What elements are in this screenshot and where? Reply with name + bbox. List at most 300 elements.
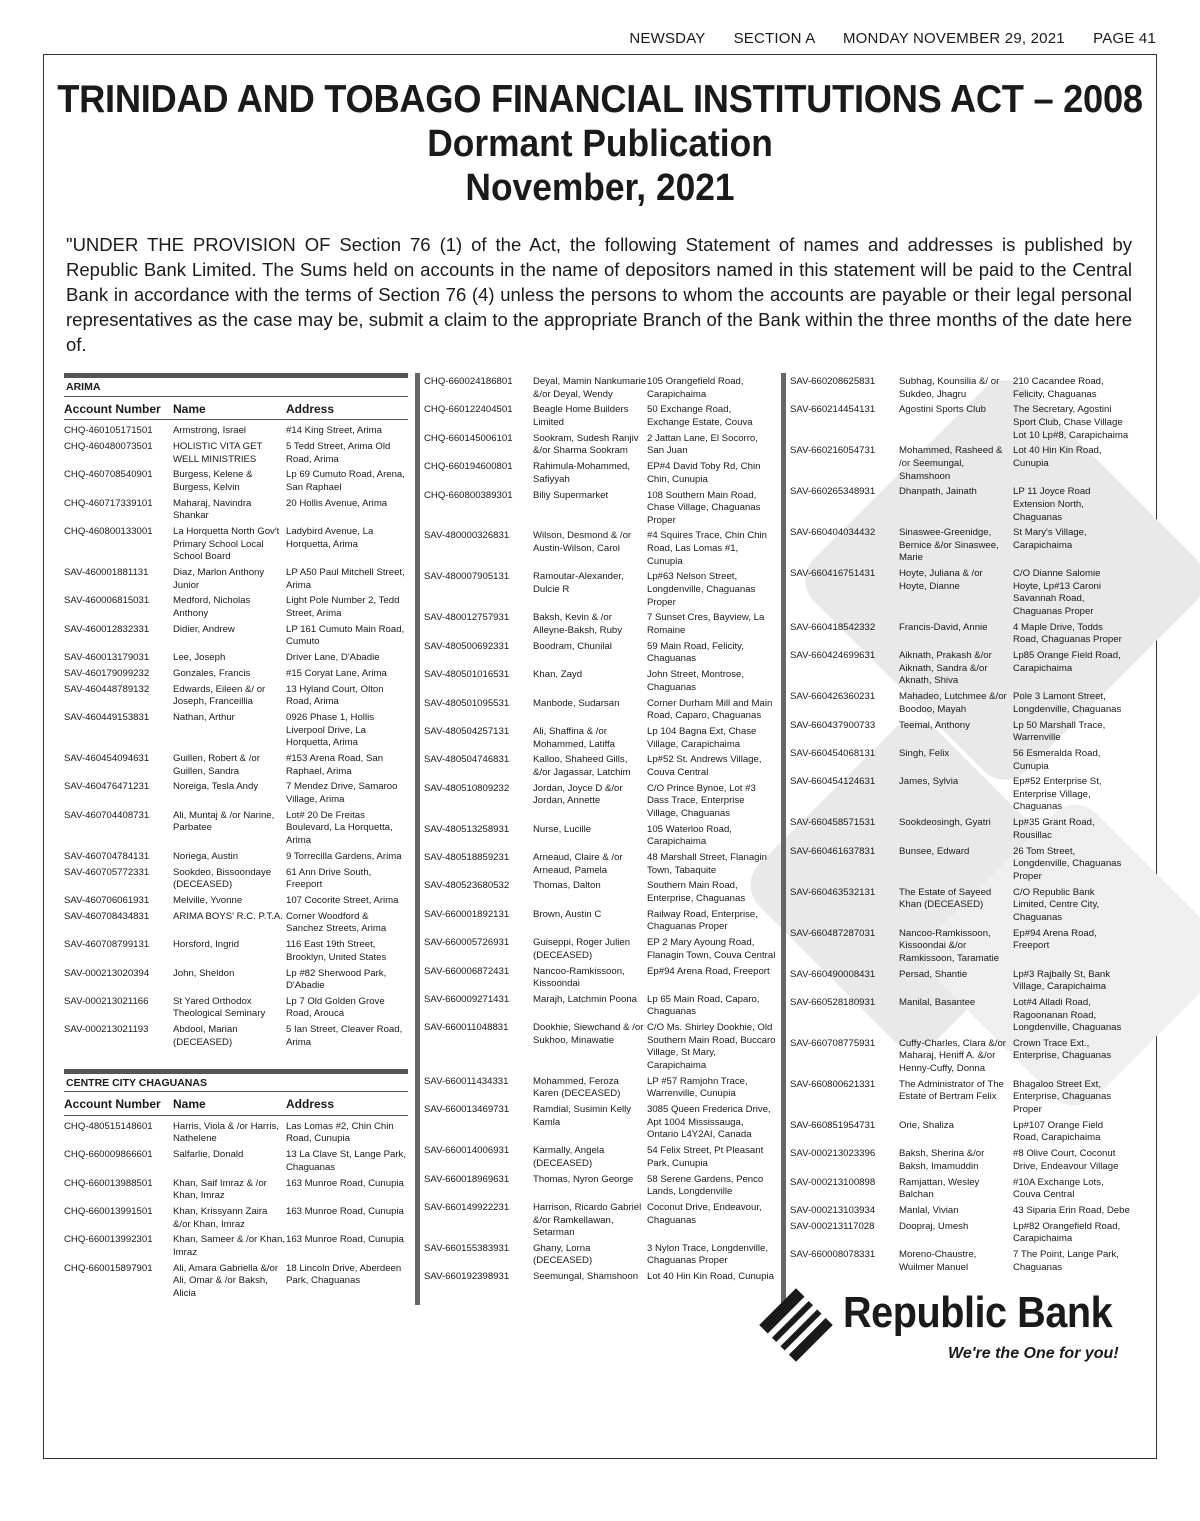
- column-divider: [415, 373, 420, 1305]
- account-name: Cuffy-Charles, Clara &/or Maharaj, Heniff A. &/or Henny-Cuffy, Donna: [899, 1037, 1006, 1075]
- account-name: Ali, Amara Gabriella &/or Ali, Omar & /or Baksh, Alicia: [173, 1262, 279, 1299]
- account-address: 107 Cocorite Street, Arima: [286, 894, 399, 906]
- table-row: [64, 684, 408, 712]
- table-row: [64, 911, 408, 939]
- account-number: SAV-460179099232: [64, 667, 150, 679]
- chaguanas-table: [64, 1121, 408, 1304]
- account-address: 105 Orangefield Road, Carapichaima: [647, 376, 744, 400]
- table-row: [424, 937, 776, 965]
- account-name: Deyal, Mamin Nankumarie &/or Deyal, Wendy: [533, 376, 647, 400]
- account-address: #15 Coryat Lane, Arima: [286, 667, 387, 679]
- account-name: Diaz, Marlon Anthony Junior: [173, 567, 265, 591]
- account-number: SAV-660454124631: [790, 776, 876, 788]
- account-name: Singh, Felix: [899, 747, 950, 759]
- account-address: 7 Mendez Drive, Samaroo Village, Arima: [286, 781, 398, 806]
- account-name: Khan, Saif Imraz & /or Khan, Imraz: [173, 1177, 267, 1202]
- account-name: Boodram, Chunilal: [533, 640, 612, 652]
- account-number: SAV-480504746831: [424, 754, 510, 766]
- account-number: SAV-000213117028: [790, 1220, 875, 1232]
- account-number: CHQ-660013991501: [64, 1205, 153, 1217]
- account-address: 0926 Phase 1, Hollis Liverpool Drive, La Horquetta, Arima: [286, 712, 374, 749]
- account-number: SAV-660404034432: [790, 527, 876, 539]
- column-divider: [781, 373, 786, 1305]
- table-row: [424, 1145, 776, 1173]
- table-row: [64, 781, 408, 809]
- table-row: [64, 968, 408, 996]
- account-address: 2 Jattan Lane, El Socorro, San Juan: [647, 432, 758, 457]
- account-name: Abdool, Marian (DECEASED): [173, 1024, 238, 1048]
- account-address: Lp#3 Rajbally St, Bank Village, Carapichaima: [1013, 968, 1111, 993]
- account-name: Rahimula-Mohammed, Safiyyah: [533, 461, 631, 485]
- account-number: SAV-660424699631: [790, 650, 876, 662]
- account-address: 163 Munroe Road, Cunupia: [286, 1234, 404, 1246]
- account-name: Bunsee, Edward: [899, 845, 970, 857]
- table-row: [790, 887, 1130, 928]
- account-address: #153 Arena Road, San Raphael, Arima: [286, 753, 384, 777]
- account-address: LP 161 Cumuto Main Road, Cumuto: [286, 623, 405, 648]
- account-address: Lp#107 Orange Field Road, Carapichaima: [1013, 1119, 1104, 1144]
- account-number: SAV-660528180931: [790, 996, 876, 1008]
- table-row: [424, 1076, 776, 1104]
- account-name: Agostini Sports Club: [899, 404, 986, 416]
- account-number: CHQ-460105171501: [64, 425, 153, 437]
- account-address: Lot 40 Hin Kin Road, Cunupia: [1013, 445, 1102, 469]
- table-row: [790, 928, 1130, 969]
- table-row: [424, 404, 776, 432]
- table-row: [790, 1177, 1130, 1205]
- account-name: Subhag, Kounsilia &/ or Sukdeo, Jhagru: [899, 376, 1000, 400]
- table-row: [64, 595, 408, 623]
- table-row: [790, 748, 1130, 776]
- account-name: Mohammed, Feroza Karen (DECEASED): [533, 1075, 621, 1100]
- account-address: John Street, Montrose, Chaguanas: [647, 669, 745, 693]
- account-name: Manbode, Sudarsan: [533, 697, 620, 709]
- account-number: CHQ-660013988501: [64, 1177, 153, 1189]
- account-name: Melville, Yvonne: [173, 894, 243, 906]
- account-address: Ep#94 Arena Road, Freeport: [1013, 927, 1097, 952]
- account-address: 9 Torrecilla Gardens, Arima: [286, 850, 402, 862]
- account-number: SAV-660461637831: [790, 845, 876, 857]
- table-row: [424, 852, 776, 880]
- table-row: [790, 486, 1130, 527]
- account-address: St Mary's Village, Carapichaima: [1013, 527, 1087, 551]
- account-number: SAV-460454094631: [64, 753, 150, 765]
- table-row: [790, 376, 1130, 404]
- account-name: Ali, Muntaj & /or Narine, Parbatee: [173, 809, 275, 834]
- logo-wordmark: Republic Bank: [843, 1288, 1113, 1337]
- account-number: SAV-660708775931: [790, 1037, 876, 1049]
- table-row: [790, 404, 1130, 445]
- account-name: Noreiga, Tesla Andy: [173, 781, 259, 793]
- account-number: SAV-660014006931: [424, 1145, 510, 1157]
- account-address: 50 Exchange Road, Exchange Estate, Couva: [647, 404, 753, 428]
- account-name: Ramjattan, Wesley Balchan: [899, 1176, 980, 1201]
- account-address: The Secretary, Agostini Sport Club, Chase Village Lot 10 Lp#8, Carapichaima: [1013, 404, 1129, 441]
- table-row: [424, 880, 776, 908]
- account-address: Ladybird Avenue, La Horquetta, Arima: [286, 526, 374, 550]
- account-number: SAV-460006815031: [64, 595, 150, 607]
- header-name: Name: [173, 401, 206, 416]
- account-number: SAV-660458571531: [790, 817, 876, 829]
- table-row: [64, 567, 408, 595]
- table-row: [424, 1104, 776, 1145]
- account-number: SAV-480007905131: [424, 571, 510, 583]
- account-address: 13 La Clave St, Lange Park, Chaguanas: [286, 1149, 406, 1173]
- account-number: SAV-660011434331: [424, 1075, 509, 1087]
- account-name: Thomas, Nyron George: [533, 1173, 634, 1185]
- account-name: Wilson, Desmond & /or Austin-Wilson, Carol: [533, 530, 632, 555]
- account-address: 163 Munroe Road, Cunupia: [286, 1177, 404, 1189]
- account-number: SAV-660265348931: [790, 486, 876, 498]
- issue-date: MONDAY NOVEMBER 29, 2021: [842, 30, 1065, 47]
- account-name: The Estate of Sayeed Khan (DECEASED): [899, 886, 992, 911]
- account-name: Maharaj, Navindra Shankar: [173, 497, 252, 522]
- account-address: Lot# 20 De Freitas Boulevard, La Horquetta, Arima: [286, 809, 393, 847]
- table-row: [64, 1234, 408, 1262]
- table-row: [424, 994, 776, 1022]
- table-row: [790, 1205, 1130, 1221]
- table-row: [790, 445, 1130, 486]
- account-number: SAV-000213103934: [790, 1204, 876, 1216]
- account-name: Didier, Andrew: [173, 623, 235, 635]
- account-number: CHQ-660009866601: [64, 1149, 153, 1161]
- account-number: SAV-660437900733: [790, 719, 876, 731]
- account-name: Sookram, Sudesh Ranjiv &/or Sharma Sookram: [533, 432, 639, 457]
- account-name: Baksh, Sherina &/or Baksh, Imamuddin: [899, 1148, 985, 1172]
- account-address: Lp#82 Orangefield Road, Carapichaima: [1013, 1220, 1121, 1245]
- account-address: LP A50 Paul Mitchell Street, Arima: [286, 567, 405, 591]
- account-address: 108 Southern Main Road, Chase Village, Chaguanas Proper: [647, 489, 761, 526]
- account-address: 4 Maple Drive, Todds Road, Chaguanas Proper: [1013, 621, 1122, 646]
- table-row: [64, 1121, 408, 1149]
- account-number: SAV-660214454131: [790, 404, 876, 416]
- account-number: SAV-660011048831: [424, 1022, 509, 1034]
- account-number: SAV-660418542332: [790, 621, 876, 633]
- account-address: 54 Felix Street, Pt Pleasant Park, Cunupia: [647, 1145, 764, 1169]
- table-row: [790, 650, 1130, 691]
- account-address: 48 Marshall Street, Flanagin Town, Tabaquite: [647, 852, 767, 876]
- account-name: Thomas, Dalton: [533, 880, 601, 892]
- arima-table: [64, 425, 408, 1052]
- account-number: CHQ-660145006101: [424, 432, 513, 444]
- column-3-table: [790, 376, 1130, 1277]
- page-header: [605, 30, 1156, 47]
- account-name: Aiknath, Prakash &/or Aiknath, Sandra &/or Aknath, Shiva: [899, 650, 992, 687]
- table-row: [424, 571, 776, 612]
- account-number: SAV-480500692331: [424, 640, 510, 652]
- account-address: 105 Waterloo Road, Carapichaima: [647, 823, 732, 848]
- account-number: SAV-660005726931: [424, 937, 510, 949]
- account-name: Kalloo, Shaheed Gills, &/or Jagassar, Latchim: [533, 754, 631, 778]
- table-row: [424, 824, 776, 852]
- account-address: Lp 7 Old Golden Grove Road, Arouca: [286, 995, 385, 1020]
- account-number: SAV-000213020394: [64, 967, 150, 979]
- account-address: Ep#52 Enterprise St, Enterprise Village, Chaguanas: [1013, 776, 1102, 813]
- account-name: Khan, Krissyann Zaira &/or Khan, Imraz: [173, 1205, 268, 1230]
- account-name: Ramdial, Susimin Kelly Kamla: [533, 1104, 632, 1128]
- account-name: Guillen, Robert & /or Guillen, Sandra: [173, 753, 260, 777]
- account-address: Railway Road, Enterprise, Chaguanas Proper: [647, 908, 758, 933]
- account-name: Beagle Home Builders Limited: [533, 404, 629, 428]
- account-name: Marajh, Latchmin Poona: [533, 993, 637, 1005]
- table-row: [64, 753, 408, 781]
- account-name: Lee, Joseph: [173, 652, 226, 664]
- account-number: SAV-660013469731: [424, 1104, 510, 1116]
- account-number: SAV-480523680532: [424, 880, 510, 892]
- header-address: Address: [286, 1097, 335, 1112]
- account-name: Hoyte, Juliana & /or Hoyte, Dianne: [899, 568, 983, 592]
- account-number: CHQ-480515148601: [64, 1120, 153, 1132]
- section-title-chaguanas: CENTRE CITY CHAGUANAS: [64, 1069, 408, 1093]
- table-row: [424, 1243, 776, 1271]
- account-number: SAV-480012757931: [424, 612, 510, 624]
- account-number: SAV-660155383931: [424, 1242, 510, 1254]
- account-address: 116 East 19th Street, Brooklyn, United States: [286, 939, 387, 963]
- account-name: Moreno-Chaustre, Wuilmer Manuel: [899, 1249, 977, 1273]
- table-row: [64, 1178, 408, 1206]
- account-number: SAV-660426360231: [790, 691, 876, 703]
- header-account: Account Number: [64, 1097, 161, 1112]
- account-name: Noriega, Austin: [173, 850, 239, 862]
- table-row: [790, 720, 1130, 748]
- table-row: [424, 376, 776, 404]
- account-name: Edwards, Eileen &/ or Joseph, Franceillia: [173, 683, 266, 708]
- table-row: [64, 867, 408, 895]
- account-number: SAV-660009271431: [424, 993, 510, 1005]
- account-name: La Horquetta North Gov't Primary School Local School Board: [173, 526, 280, 563]
- account-address: #4 Squires Trace, Chin Chin Road, Las Lomas #1, Cunupia: [647, 530, 767, 567]
- table-row: [424, 754, 776, 782]
- account-number: SAV-460013179031: [64, 652, 150, 664]
- republic-bank-logo: [756, 1285, 1136, 1415]
- account-name: Seemungal, Shamshoon: [533, 1271, 639, 1283]
- table-row: [790, 691, 1130, 719]
- account-name: Khan, Zayd: [533, 669, 583, 681]
- account-number: CHQ-460800133001: [64, 526, 153, 538]
- account-number: SAV-660490008431: [790, 968, 876, 980]
- account-name: Mohammed, Rasheed & /or Seemungal, Shamshoon: [899, 445, 1003, 482]
- account-address: #8 Olive Court, Coconut Drive, Endeavour Village: [1013, 1148, 1119, 1172]
- title-line-2: Dormant Publication: [427, 123, 773, 165]
- account-address: Lp 69 Cumuto Road, Arena, San Raphael: [286, 469, 405, 493]
- account-address: EP#4 David Toby Rd, Chin Chin, Cunupia: [647, 461, 761, 485]
- table-row: [424, 530, 776, 571]
- account-number: SAV-480510809232: [424, 782, 510, 794]
- account-name: Burgess, Kelene & Burgess, Kelvin: [173, 469, 253, 493]
- account-address: Southern Main Road, Enterprise, Chaguanas: [647, 880, 746, 904]
- table-row: [64, 1149, 408, 1177]
- account-address: C/O Ms. Shirley Dookhie, Old Southern Main Road, Buccaro Village, St Mary, Carapichaima: [647, 1022, 776, 1072]
- table-row: [64, 939, 408, 967]
- table-row: [64, 996, 408, 1024]
- account-number: CHQ-660013992301: [64, 1234, 153, 1246]
- account-name: Mahadeo, Lutchmee &/or Boodoo, Mayah: [899, 691, 1007, 715]
- table-row: [64, 895, 408, 911]
- table-row: [64, 810, 408, 851]
- intro-paragraph: "UNDER THE PROVISION OF Section 76 (1) of the Act, the following Statement of names and addresses is published by Republic Bank Limited. The Sums held on accounts in the name of depositors named in this statement will be paid to the Central Bank in accordance with the terms of Section 76 (4) unless the persons to whom the accounts are payable or their legal personal representatives as the case may be, submit a claim to the appropriate Branch of the Bank within the three months of the date here of.: [66, 234, 1132, 355]
- table-row: [64, 1263, 408, 1304]
- account-name: Horsford, Ingrid: [173, 939, 240, 951]
- table-row: [424, 698, 776, 726]
- account-name: Karmally, Angela (DECEASED): [533, 1145, 605, 1169]
- account-address: 7 Sunset Cres, Bayview, La Romaine: [647, 612, 765, 636]
- account-address: 43 Siparia Erin Road, Debe: [1013, 1204, 1130, 1216]
- table-row: [790, 1120, 1130, 1148]
- account-address: 5 Tedd Street, Arima Old Road, Arima: [286, 440, 391, 465]
- account-name: Baksh, Kevin & /or Alleyne-Baksh, Ruby: [533, 612, 623, 636]
- account-number: CHQ-660194600801: [424, 461, 513, 473]
- account-address: 163 Munroe Road, Cunupia: [286, 1205, 404, 1217]
- table-row: [790, 997, 1130, 1038]
- republic-bank-logo-icon: [756, 1285, 836, 1365]
- account-number: SAV-000213023396: [790, 1148, 876, 1160]
- table-row: [64, 1206, 408, 1234]
- account-address: #10A Exchange Lots, Couva Central: [1013, 1176, 1104, 1201]
- column-headers: [64, 403, 408, 421]
- table-row: [790, 622, 1130, 650]
- table-row: [64, 668, 408, 684]
- header-address: Address: [286, 401, 335, 416]
- account-number: SAV-660001892131: [424, 908, 510, 920]
- account-name: Dhanpath, Jainath: [899, 486, 977, 498]
- account-name: Sinaswee-Greenidge, Bernice &/or Sinaswee, Marie: [899, 527, 999, 564]
- account-name: The Administrator of The Estate of Bertram Felix: [899, 1078, 1004, 1103]
- table-row: [424, 726, 776, 754]
- account-address: #14 King Street, Arima: [286, 425, 382, 437]
- account-name: ARIMA BOYS' R.C. P.T.A.: [173, 910, 283, 922]
- account-address: Ep#94 Arena Road, Freeport: [647, 965, 770, 977]
- table-row: [790, 969, 1130, 997]
- table-row: [64, 652, 408, 668]
- account-number: SAV-660149922231: [424, 1201, 510, 1213]
- table-row: [790, 776, 1130, 817]
- account-name: Sookdeo, Bissoondaye (DECEASED): [173, 866, 272, 891]
- account-name: Dookhie, Siewchand & /or Sukhoo, Minawatie: [533, 1022, 644, 1046]
- account-name: Biliy Supermarket: [533, 489, 609, 501]
- table-row: [64, 1024, 408, 1052]
- table-row: [424, 433, 776, 461]
- account-number: SAV-660192398931: [424, 1271, 510, 1283]
- account-address: Lot#4 Alladi Road, Ragoonanan Road, Longdenville, Chaguanas: [1013, 996, 1122, 1034]
- table-row: [424, 612, 776, 640]
- account-address: 18 Lincoln Drive, Aberdeen Park, Chaguanas: [286, 1262, 402, 1287]
- account-number: SAV-480501095531: [424, 697, 510, 709]
- table-row: [424, 490, 776, 531]
- section-title-arima: ARIMA: [64, 373, 408, 397]
- account-name: Guiseppi, Roger Julien (DECEASED): [533, 937, 631, 961]
- account-name: Armstrong, Israel: [173, 425, 247, 437]
- table-row: [424, 669, 776, 697]
- table-row: [790, 1079, 1130, 1120]
- column-headers: [64, 1098, 408, 1116]
- account-address: 5 Ian Street, Cleaver Road, Arima: [286, 1024, 403, 1048]
- table-row: [790, 846, 1130, 887]
- account-name: Sookdeosingh, Gyatri: [899, 817, 991, 829]
- account-name: Francis-David, Annie: [899, 621, 988, 633]
- account-address: LP #57 Ramjohn Trace, Warrenville, Cunupia: [647, 1075, 748, 1100]
- account-number: SAV-660216054731: [790, 445, 876, 457]
- account-address: Coconut Drive, Endeavour, Chaguanas: [647, 1201, 762, 1226]
- account-number: SAV-460449153831: [64, 712, 150, 724]
- account-number: CHQ-460717339101: [64, 497, 153, 509]
- account-name: Teemal, Anthony: [899, 719, 970, 731]
- account-number: SAV-460704784131: [64, 850, 150, 862]
- account-number: SAV-660416751431: [790, 568, 876, 580]
- account-number: SAV-660463532131: [790, 886, 876, 898]
- account-address: Lp#52 St. Andrews Village, Couva Central: [647, 754, 762, 778]
- header-name: Name: [173, 1097, 206, 1112]
- account-number: SAV-660006872431: [424, 965, 510, 977]
- account-address: 3085 Queen Frederica Drive, Apt 1004 Mississauga, Ontario L4Y2AI, Canada: [647, 1104, 771, 1141]
- table-row: [424, 461, 776, 489]
- account-number: CHQ-660015897901: [64, 1262, 153, 1274]
- account-name: Harris, Viola & /or Harris, Nathelene: [173, 1120, 279, 1145]
- account-number: SAV-000213021166: [64, 995, 149, 1007]
- account-address: Lp 104 Bagna Ext, Chase Village, Carapichaima: [647, 725, 757, 750]
- table-row: [64, 712, 408, 753]
- account-address: 3 Nylon Trace, Longdenville, Chaguanas Proper: [647, 1242, 769, 1267]
- table-row: [424, 641, 776, 669]
- account-address: C/O Prince Bynoe, Lot #3 Dass Trace, Enterprise Village, Chaguanas: [647, 782, 756, 819]
- account-name: Manilal, Basantee: [899, 996, 976, 1008]
- table-row: [790, 568, 1130, 622]
- account-number: SAV-460001881131: [64, 567, 149, 579]
- account-name: Ali, Shaffina & /or Mohammed, Latiffa: [533, 725, 615, 750]
- account-address: Corner Durham Mill and Main Road, Caparo, Chaguanas: [647, 697, 773, 722]
- account-address: 210 Cacandee Road, Felicity, Chaguanas: [1013, 376, 1104, 400]
- account-address: Driver Lane, D'Abadie: [286, 652, 380, 664]
- table-row: [64, 498, 408, 526]
- account-number: CHQ-660122404501: [424, 404, 513, 416]
- account-address: 26 Tom Street, Longdenville, Chaguanas Proper: [1013, 845, 1122, 882]
- account-name: HOLISTIC VITA GET WELL MINISTRIES: [173, 440, 263, 465]
- account-name: Brown, Austin C: [533, 908, 602, 920]
- column-2: [424, 376, 776, 1287]
- account-number: SAV-660208625831: [790, 376, 876, 387]
- account-number: CHQ-660024186801: [424, 376, 513, 387]
- account-name: Doopraj, Umesh: [899, 1220, 969, 1232]
- account-address: Lp #82 Sherwood Park, D'Abadie: [286, 967, 387, 992]
- title-line-1: TRINIDAD AND TOBAGO FINANCIAL INSTITUTIONS ACT – 2008: [57, 78, 1143, 121]
- title-line-3: November, 2021: [465, 167, 735, 209]
- logo-tagline: We're the One for you!: [948, 1345, 1119, 1362]
- account-number: SAV-460704408731: [64, 809, 150, 821]
- table-row: [64, 425, 408, 441]
- table-row: [790, 1038, 1130, 1079]
- table-row: [424, 1271, 776, 1287]
- account-name: Ramoutar-Alexander, Dulcie R: [533, 571, 624, 596]
- account-name: Harrison, Ricardo Gabriel &/or Ramkellawan, Setarman: [533, 1201, 642, 1239]
- table-row: [424, 1022, 776, 1076]
- account-address: Lp 65 Main Road, Caparo, Chaguanas: [647, 993, 760, 1018]
- column-1: [64, 373, 408, 1304]
- account-number: CHQ-460708540901: [64, 469, 153, 481]
- account-number: SAV-000213021193: [64, 1024, 149, 1036]
- paper-name: NEWSDAY: [629, 30, 706, 47]
- account-name: Nancoo-Ramkissoon, Kissoondai: [533, 965, 625, 990]
- account-number: SAV-460708434831: [64, 910, 150, 922]
- account-address: Pole 3 Lamont Street, Longdenville, Chaguanas: [1013, 691, 1122, 715]
- account-address: Corner Woodford & Sanchez Streets, Arima: [286, 910, 387, 935]
- account-number: SAV-000213100898: [790, 1176, 876, 1188]
- account-number: SAV-660487287031: [790, 927, 876, 939]
- account-name: Manlal, Vivian: [899, 1204, 959, 1216]
- account-address: LP 11 Joyce Road Extension North, Chaguanas: [1013, 486, 1091, 523]
- account-name: Arneaud, Claire & /or Arneaud, Pamela: [533, 852, 623, 876]
- account-address: 7 The Point, Lange Park, Chaguanas: [1013, 1249, 1119, 1273]
- account-address: 56 Esmeralda Road, Cunupia: [1013, 747, 1101, 772]
- table-row: [790, 527, 1130, 568]
